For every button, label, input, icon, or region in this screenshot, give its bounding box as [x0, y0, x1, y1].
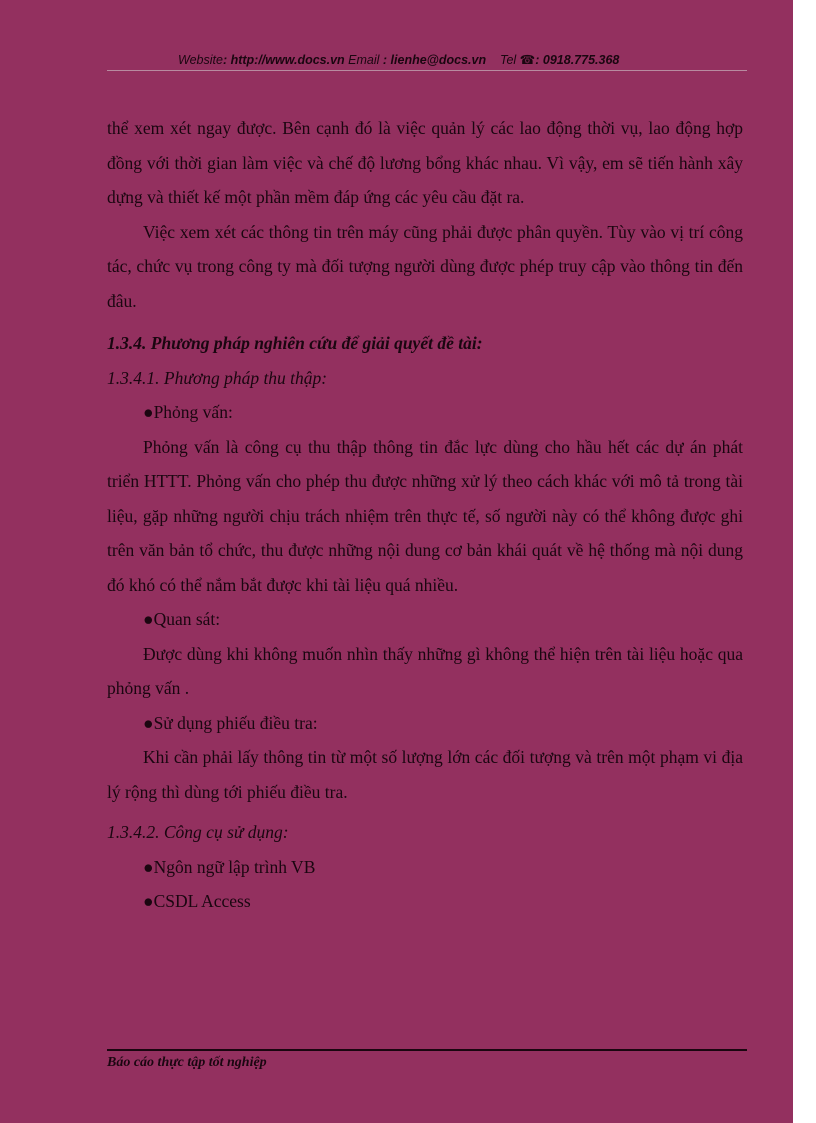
header-divider — [107, 70, 747, 71]
paragraph-intro: thể xem xét ngay được. Bên cạnh đó là việc quản lý các lao động thời vụ, lao động hợp đồng với thời gian làm việc và chế độ lương bổng khác nhau. Vì vậy, em sẽ tiến hành xây dựng và thiết kế một phần mềm đáp ứng các yêu cầu đặt ra. — [107, 118, 743, 207]
header-email-link[interactable]: : lienhe@docs.vn — [379, 53, 487, 67]
page-footer: Báo cáo thực tập tốt nghiệp — [107, 1055, 267, 1070]
page-content — [107, 111, 743, 919]
header-website-label: Website — [178, 53, 223, 67]
section-heading-1-3-4-1: 1.3.4.1. Phương pháp thu thập: — [107, 367, 328, 388]
paragraph-survey: Khi cần phải lấy thông tin từ một số lượng lớn các đối tượng và trên một phạm vi địa lý rộng thì dùng tới phiếu điều tra. — [107, 747, 743, 802]
paragraph-permissions: Việc xem xét các thông tin trên máy cũng phải được phân quyền. Tùy vào vị trí công tác, chức vụ trong công ty mà đối tượng người dùng được phép truy cập vào thông tin đến đâu. — [107, 221, 743, 311]
bullet-observe: ●Quan sát: — [143, 609, 221, 629]
page-header — [178, 52, 619, 67]
bullet-access: ●CSDL Access — [143, 891, 251, 911]
bullet-interview: ●Phỏng vấn: — [143, 402, 233, 422]
paragraph-interview: Phỏng vấn là công cụ thu thập thông tin đắc lực dùng cho hầu hết các dự án phát triển HTTT. Phỏng vấn cho phép thu được những xử lý theo cách khác với mô tả trong tài liệu, gặp những người chịu trách nhiệm trên thực tế, số người này có thể không được ghi trên văn bản tổ chức, thu được những nội dung cơ bản khái quát về hệ thống mà nội dung đó khó có thể nắm bắt được khi tài liệu quá nhiều. — [107, 436, 743, 595]
bullet-survey: ●Sử dụng phiếu điều tra: — [143, 712, 318, 733]
header-email-label: Email — [344, 53, 380, 67]
header-website-link[interactable]: : http://www.docs.vn — [222, 53, 345, 67]
header-tel-label: Tel ☎ — [486, 53, 536, 67]
footer-divider — [107, 1049, 747, 1051]
header-tel-value: : 0918.775.368 — [535, 53, 620, 67]
section-heading-1-3-4: 1.3.4. Phương pháp nghiên cứu để giải quyết đề tài: — [107, 333, 483, 353]
section-heading-1-3-4-2: 1.3.4.2. Công cụ sử dụng: — [107, 822, 289, 842]
bullet-vb: ●Ngôn ngữ lập trình VB — [143, 856, 316, 877]
paragraph-observe: Được dùng khi không muốn nhìn thấy những gì không thể hiện trên tài liệu hoặc qua phỏng vấn . — [107, 643, 743, 698]
